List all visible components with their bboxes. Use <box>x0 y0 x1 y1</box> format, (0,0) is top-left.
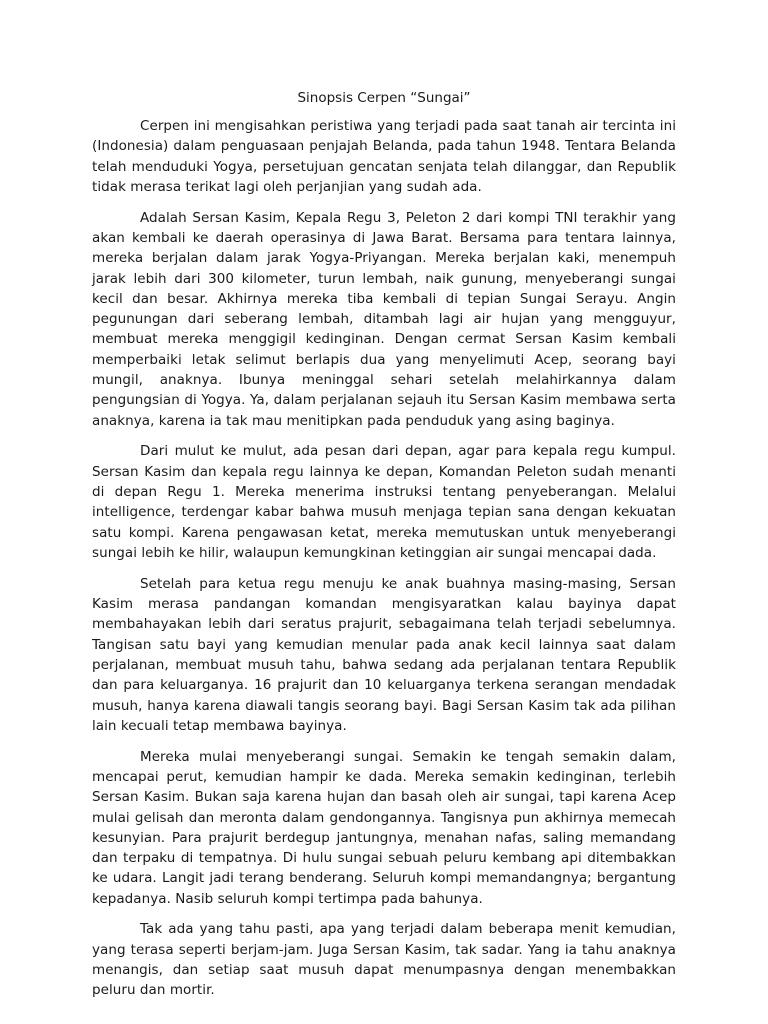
paragraph-3: Dari mulut ke mulut, ada pesan dari depan, agar para kepala regu kumpul. Sersan Kasim dan kepala regu lainnya ke depan, Komandan Peleton sudah menanti di depan Regu 1. Mereka menerima instruksi tentang penyeberangan. Melalui intelligence, terdengar kabar bahwa musuh menjaga tepian sana dengan kekuatan satu kompi. Karena pengawasan ketat, mereka memutuskan untuk menyeberangi sungai lebih ke hilir, walaupun kemungkinan ketinggian air sungai mencapai dada. <box>92 443 676 561</box>
paragraph-1: Cerpen ini mengisahkan peristiwa yang terjadi pada saat tanah air tercinta ini (Indonesia) dalam penguasaan penjajah Belanda, pada tahun 1948. Tentara Belanda telah menduduki Yogya, persetujuan gencatan senjata telah dilanggar, dan Republik tidak merasa terikat lagi oleh perjanjian yang sudah ada. <box>92 118 676 195</box>
paragraph-4: Setelah para ketua regu menuju ke anak buahnya masing-masing, Sersan Kasim merasa pandangan komandan mengisyaratkan kalau bayinya dapat membahayakan lebih dari seratus prajurit, sebagaimana telah terjadi sebelumnya. Tangisan satu bayi yang kemudian menular pada anak kecil lainnya saat dalam perjalanan, membuat musuh tahu, bahwa sedang ada perjalanan tentara Republik dan para keluarganya. 16 prajurit dan 10 keluarganya terkena serangan mendadak musuh, hanya karena diawali tangis seorang bayi. Bagi Sersan Kasim tak ada pilihan lain kecuali tetap membawa bayinya. <box>92 575 676 734</box>
paragraph-5: Mereka mulai menyeberangi sungai. Semakin ke tengah semakin dalam, mencapai perut, kemudian hampir ke dada. Mereka semakin kedinginan, terlebih Sersan Kasim. Bukan saja karena hujan dan basah oleh air sungai, tapi karena Acep mulai gelisah dan meronta dalam gendongannya. Tangisnya pun akhirnya memecah kesunyian. Para prajurit berdegup jantungnya, menahan nafas, saling memandang dan terpaku di tempatnya. Di hulu sungai sebuah peluru kembang api ditembakkan ke udara. Langit jadi terang benderang. Seluruh kompi memandangnya; bergantung kepadanya. Nasib seluruh kompi tertimpa pada bahunya. <box>92 748 676 907</box>
document-page <box>92 88 676 1011</box>
paragraph-2: Adalah Sersan Kasim, Kepala Regu 3, Peleton 2 dari kompi TNI terakhir yang akan kembali ke daerah operasinya di Jawa Barat. Bersama para tentara lainnya, mereka berjalan dalam jarak Yogya-Priyangan. Mereka berjalan kaki, menempuh jarak lebih dari 300 kilometer, turun lembah, naik gunung, menyeberangi sungai kecil dan besar. Akhirnya mereka tiba kembali di tepian Sungai Serayu. Angin pegunungan dari seberang lembah, ditambah lagi air hujan yang mengguyur, membuat mereka menggigil kedinginan. Dengan cermat Sersan Kasim kembali memperbaiki letak selimut berlapis dua yang menyelimuti Acep, seorang bayi mungil, anaknya. Ibunya meninggal sehari setelah melahirkannya dalam pengungsian di Yogya. Ya, dalam perjalanan sejauh itu Sersan Kasim membawa serta anaknya, karena ia tak mau menitipkan pada penduduk yang asing baginya. <box>92 209 676 429</box>
paragraph-6: Tak ada yang tahu pasti, apa yang terjadi dalam beberapa menit kemudian, yang terasa seperti berjam-jam. Juga Sersan Kasim, tak sadar. Yang ia tahu anaknya menangis, dan setiap saat musuh dapat menumpasnya dengan menembakkan peluru dan mortir. <box>92 921 676 999</box>
document-title: Sinopsis Cerpen “Sungai” <box>297 90 471 106</box>
